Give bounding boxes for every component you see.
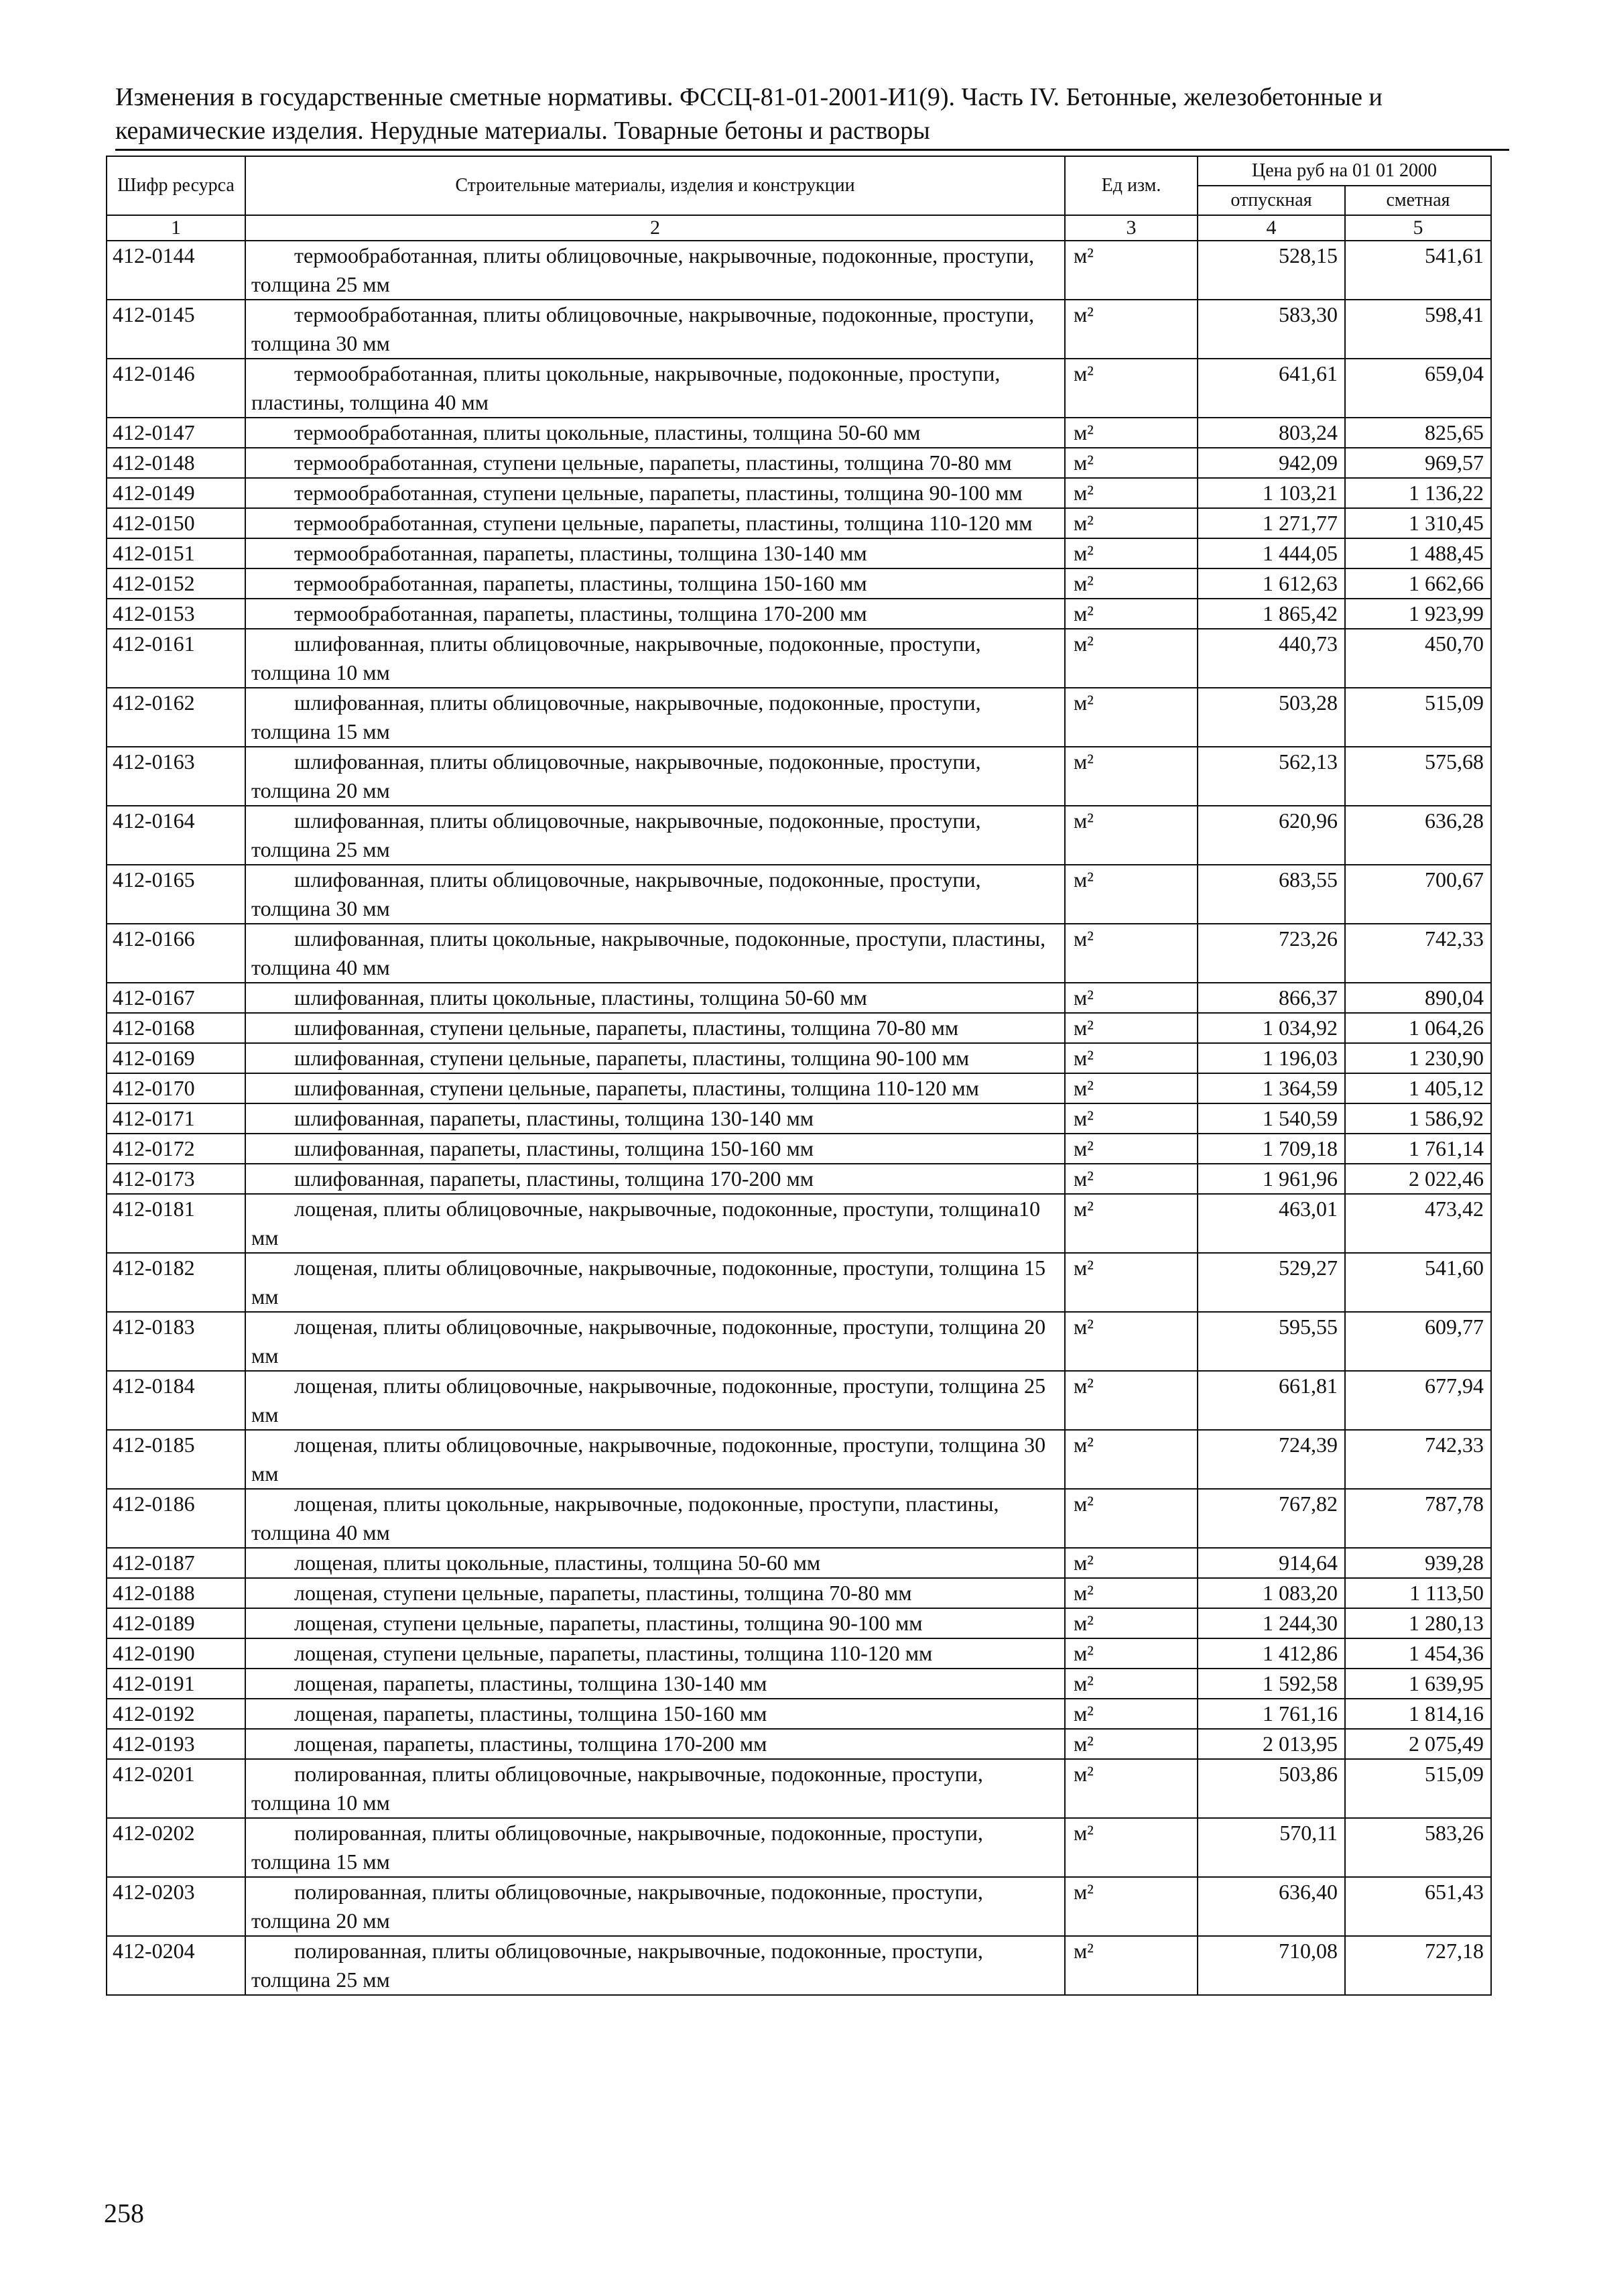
row-estimate-price: 700,67: [1345, 865, 1491, 924]
row-unit: м²: [1065, 1759, 1198, 1818]
row-code: 412-0181: [107, 1194, 245, 1253]
row-code: 412-0150: [107, 508, 245, 538]
row-unit: м²: [1065, 508, 1198, 538]
row-release-price: 503,28: [1198, 688, 1345, 747]
row-estimate-price: 651,43: [1345, 1877, 1491, 1936]
header-price-group: Цена руб на 01 01 2000: [1198, 156, 1491, 186]
row-release-price: 1 865,42: [1198, 599, 1345, 629]
row-unit: м²: [1065, 1489, 1198, 1548]
row-code: 412-0184: [107, 1371, 245, 1430]
row-code: 412-0193: [107, 1729, 245, 1759]
row-release-price: 1 961,96: [1198, 1164, 1345, 1194]
row-name: полированная, плиты облицовочные, накрывочные, подоконные, проступи, толщина 25 мм: [245, 1936, 1065, 1995]
row-code: 412-0161: [107, 629, 245, 688]
row-estimate-price: 450,70: [1345, 629, 1491, 688]
table-row: [107, 300, 1491, 359]
row-unit: м²: [1065, 1608, 1198, 1638]
row-estimate-price: 677,94: [1345, 1371, 1491, 1430]
row-name: полированная, плиты облицовочные, накрывочные, подоконные, проступи, толщина 20 мм: [245, 1877, 1065, 1936]
row-name: полированная, плиты облицовочные, накрывочные, подоконные, проступи, толщина 10 мм: [245, 1759, 1065, 1818]
row-estimate-price: 1 586,92: [1345, 1103, 1491, 1134]
row-unit: м²: [1065, 1818, 1198, 1877]
table-row: [107, 1759, 1491, 1818]
row-estimate-price: 473,42: [1345, 1194, 1491, 1253]
row-unit: м²: [1065, 478, 1198, 508]
row-release-price: 1 103,21: [1198, 478, 1345, 508]
table-body: [107, 241, 1491, 1995]
table-row: [107, 688, 1491, 747]
row-unit: м²: [1065, 418, 1198, 448]
row-estimate-price: 1 488,45: [1345, 538, 1491, 568]
title-underline: [115, 149, 1509, 151]
row-release-price: 1 083,20: [1198, 1578, 1345, 1608]
table-row: [107, 418, 1491, 448]
table-row: [107, 1371, 1491, 1430]
row-estimate-price: 1 454,36: [1345, 1638, 1491, 1669]
table-row: [107, 359, 1491, 418]
row-unit: м²: [1065, 599, 1198, 629]
row-release-price: 528,15: [1198, 241, 1345, 300]
table-row: [107, 1669, 1491, 1699]
row-estimate-price: 939,28: [1345, 1548, 1491, 1578]
row-code: 412-0191: [107, 1669, 245, 1699]
table-row: [107, 241, 1491, 300]
row-estimate-price: 1 280,13: [1345, 1608, 1491, 1638]
row-release-price: 529,27: [1198, 1253, 1345, 1312]
row-release-price: 2 013,95: [1198, 1729, 1345, 1759]
table-row: [107, 1548, 1491, 1578]
row-name: лощеная, плиты облицовочные, накрывочные, подоконные, проступи, толщина 30 мм: [245, 1430, 1065, 1489]
row-name: шлифованная, плиты облицовочные, накрывочные, подоконные, проступи, толщина 30 мм: [245, 865, 1065, 924]
row-unit: м²: [1065, 1073, 1198, 1103]
row-unit: м²: [1065, 1638, 1198, 1669]
row-unit: м²: [1065, 688, 1198, 747]
row-release-price: 724,39: [1198, 1430, 1345, 1489]
row-release-price: 710,08: [1198, 1936, 1345, 1995]
row-unit: м²: [1065, 1729, 1198, 1759]
row-name: термообработанная, ступени цельные, парапеты, пластины, толщина 90-100 мм: [245, 478, 1065, 508]
table-row: [107, 1073, 1491, 1103]
row-release-price: 440,73: [1198, 629, 1345, 688]
row-code: 412-0170: [107, 1073, 245, 1103]
row-unit: м²: [1065, 448, 1198, 478]
row-code: 412-0163: [107, 747, 245, 806]
row-unit: м²: [1065, 1103, 1198, 1134]
row-release-price: 1 444,05: [1198, 538, 1345, 568]
row-estimate-price: 825,65: [1345, 418, 1491, 448]
row-code: 412-0182: [107, 1253, 245, 1312]
row-name: лощеная, плиты облицовочные, накрывочные, подоконные, проступи, толщина10 мм: [245, 1194, 1065, 1253]
row-name: шлифованная, парапеты, пластины, толщина 150-160 мм: [245, 1134, 1065, 1164]
row-code: 412-0153: [107, 599, 245, 629]
row-code: 412-0173: [107, 1164, 245, 1194]
row-name: термообработанная, парапеты, пластины, толщина 130-140 мм: [245, 538, 1065, 568]
row-release-price: 803,24: [1198, 418, 1345, 448]
row-name: лощеная, ступени цельные, парапеты, пластины, толщина 110-120 мм: [245, 1638, 1065, 1669]
row-estimate-price: 659,04: [1345, 359, 1491, 418]
row-code: 412-0148: [107, 448, 245, 478]
table-row: [107, 1194, 1491, 1253]
row-unit: м²: [1065, 924, 1198, 983]
row-unit: м²: [1065, 538, 1198, 568]
row-estimate-price: 1 136,22: [1345, 478, 1491, 508]
row-estimate-price: 1 662,66: [1345, 568, 1491, 599]
row-release-price: 1 034,92: [1198, 1013, 1345, 1043]
row-code: 412-0168: [107, 1013, 245, 1043]
table-row: [107, 599, 1491, 629]
row-name: лощеная, ступени цельные, парапеты, пластины, толщина 90-100 мм: [245, 1608, 1065, 1638]
row-name: лощеная, парапеты, пластины, толщина 150-160 мм: [245, 1699, 1065, 1729]
row-release-price: 1 592,58: [1198, 1669, 1345, 1699]
row-code: 412-0165: [107, 865, 245, 924]
row-unit: м²: [1065, 1548, 1198, 1578]
row-estimate-price: 890,04: [1345, 983, 1491, 1013]
row-name: лощеная, плиты облицовочные, накрывочные, подоконные, проступи, толщина 20 мм: [245, 1312, 1065, 1371]
row-unit: м²: [1065, 983, 1198, 1013]
row-estimate-price: 636,28: [1345, 806, 1491, 865]
row-estimate-price: 727,18: [1345, 1936, 1491, 1995]
row-estimate-price: 541,60: [1345, 1253, 1491, 1312]
header-code: Шифр ресурса: [107, 156, 245, 215]
row-unit: м²: [1065, 629, 1198, 688]
page-number: 258: [104, 2198, 144, 2228]
table-row: [107, 983, 1491, 1013]
row-estimate-price: 515,09: [1345, 688, 1491, 747]
row-name: шлифованная, ступени цельные, парапеты, пластины, толщина 70-80 мм: [245, 1013, 1065, 1043]
row-unit: м²: [1065, 1194, 1198, 1253]
row-unit: м²: [1065, 1164, 1198, 1194]
row-unit: м²: [1065, 1312, 1198, 1371]
row-release-price: 570,11: [1198, 1818, 1345, 1877]
table-row: [107, 1164, 1491, 1194]
row-release-price: 914,64: [1198, 1548, 1345, 1578]
row-release-price: 595,55: [1198, 1312, 1345, 1371]
table-row: [107, 1134, 1491, 1164]
row-name: термообработанная, плиты облицовочные, накрывочные, подоконные, проступи, толщина 25 мм: [245, 241, 1065, 300]
row-code: 412-0169: [107, 1043, 245, 1073]
row-release-price: 1 244,30: [1198, 1608, 1345, 1638]
row-release-price: 583,30: [1198, 300, 1345, 359]
row-name: термообработанная, ступени цельные, парапеты, пластины, толщина 110-120 мм: [245, 508, 1065, 538]
row-code: 412-0189: [107, 1608, 245, 1638]
row-code: 412-0162: [107, 688, 245, 747]
row-name: шлифованная, парапеты, пластины, толщина 170-200 мм: [245, 1164, 1065, 1194]
row-code: 412-0187: [107, 1548, 245, 1578]
row-estimate-price: 1 405,12: [1345, 1073, 1491, 1103]
row-code: 412-0147: [107, 418, 245, 448]
row-name: шлифованная, плиты цокольные, накрывочные, подоконные, проступи, пластины, толщина 40 мм: [245, 924, 1065, 983]
row-unit: м²: [1065, 300, 1198, 359]
row-code: 412-0151: [107, 538, 245, 568]
row-name: термообработанная, плиты цокольные, пластины, толщина 50-60 мм: [245, 418, 1065, 448]
row-estimate-price: 575,68: [1345, 747, 1491, 806]
row-code: 412-0204: [107, 1936, 245, 1995]
row-estimate-price: 969,57: [1345, 448, 1491, 478]
row-unit: м²: [1065, 747, 1198, 806]
table-row: [107, 1043, 1491, 1073]
table-header: [107, 156, 1491, 241]
row-estimate-price: 583,26: [1345, 1818, 1491, 1877]
row-code: 412-0190: [107, 1638, 245, 1669]
row-release-price: 1 196,03: [1198, 1043, 1345, 1073]
row-code: 412-0166: [107, 924, 245, 983]
row-unit: м²: [1065, 1134, 1198, 1164]
row-code: 412-0152: [107, 568, 245, 599]
page-title: Изменения в государственные сметные нормативы. ФССЦ-81-01-2001-И1(9). Часть IV. Бетонные, железобетонные и керамические изделия. Нерудные материалы. Товарные бетоны и растворы: [115, 83, 1383, 145]
price-table: [106, 156, 1492, 1996]
row-name: термообработанная, парапеты, пластины, толщина 150-160 мм: [245, 568, 1065, 599]
row-estimate-price: 787,78: [1345, 1489, 1491, 1548]
row-estimate-price: 2 075,49: [1345, 1729, 1491, 1759]
row-release-price: 1 540,59: [1198, 1103, 1345, 1134]
row-unit: м²: [1065, 1371, 1198, 1430]
row-code: 412-0145: [107, 300, 245, 359]
row-estimate-price: 1 230,90: [1345, 1043, 1491, 1073]
column-number: 2: [245, 215, 1065, 241]
row-code: 412-0172: [107, 1134, 245, 1164]
row-code: 412-0186: [107, 1489, 245, 1548]
row-estimate-price: 598,41: [1345, 300, 1491, 359]
row-release-price: 866,37: [1198, 983, 1345, 1013]
table-row: [107, 448, 1491, 478]
table-row: [107, 865, 1491, 924]
row-code: 412-0201: [107, 1759, 245, 1818]
row-release-price: 562,13: [1198, 747, 1345, 806]
table-row: [107, 1578, 1491, 1608]
row-unit: м²: [1065, 241, 1198, 300]
table-row: [107, 1818, 1491, 1877]
row-name: шлифованная, парапеты, пластины, толщина 130-140 мм: [245, 1103, 1065, 1134]
row-name: лощеная, парапеты, пластины, толщина 130-140 мм: [245, 1669, 1065, 1699]
row-estimate-price: 2 022,46: [1345, 1164, 1491, 1194]
row-unit: м²: [1065, 1699, 1198, 1729]
row-unit: м²: [1065, 359, 1198, 418]
header-release-price: отпускная: [1198, 186, 1345, 215]
row-estimate-price: 1 814,16: [1345, 1699, 1491, 1729]
row-release-price: 463,01: [1198, 1194, 1345, 1253]
row-code: 412-0167: [107, 983, 245, 1013]
row-unit: м²: [1065, 1013, 1198, 1043]
row-code: 412-0183: [107, 1312, 245, 1371]
row-name: шлифованная, ступени цельные, парапеты, пластины, толщина 90-100 мм: [245, 1043, 1065, 1073]
row-release-price: 1 271,77: [1198, 508, 1345, 538]
table-row: [107, 1103, 1491, 1134]
column-number: 5: [1345, 215, 1491, 241]
row-estimate-price: 742,33: [1345, 924, 1491, 983]
table-row: [107, 478, 1491, 508]
row-release-price: 1 761,16: [1198, 1699, 1345, 1729]
row-release-price: 1 612,63: [1198, 568, 1345, 599]
row-estimate-price: 1 064,26: [1345, 1013, 1491, 1043]
row-unit: м²: [1065, 1877, 1198, 1936]
table-row: [107, 1013, 1491, 1043]
row-name: термообработанная, ступени цельные, парапеты, пластины, толщина 70-80 мм: [245, 448, 1065, 478]
table-row: [107, 747, 1491, 806]
row-code: 412-0146: [107, 359, 245, 418]
table-row: [107, 1430, 1491, 1489]
row-name: шлифованная, плиты облицовочные, накрывочные, подоконные, проступи, толщина 25 мм: [245, 806, 1065, 865]
table-row: [107, 1638, 1491, 1669]
table-row: [107, 1936, 1491, 1995]
row-release-price: 641,61: [1198, 359, 1345, 418]
row-release-price: 1 364,59: [1198, 1073, 1345, 1103]
row-unit: м²: [1065, 1669, 1198, 1699]
table-row: [107, 1877, 1491, 1936]
row-code: 412-0149: [107, 478, 245, 508]
row-name: лощеная, парапеты, пластины, толщина 170-200 мм: [245, 1729, 1065, 1759]
row-name: лощеная, плиты цокольные, пластины, толщина 50-60 мм: [245, 1548, 1065, 1578]
row-code: 412-0192: [107, 1699, 245, 1729]
row-estimate-price: 541,61: [1345, 241, 1491, 300]
row-estimate-price: 515,09: [1345, 1759, 1491, 1818]
row-code: 412-0188: [107, 1578, 245, 1608]
table-row: [107, 1729, 1491, 1759]
table-row: [107, 568, 1491, 599]
row-name: полированная, плиты облицовочные, накрывочные, подоконные, проступи, толщина 15 мм: [245, 1818, 1065, 1877]
column-number: 1: [107, 215, 245, 241]
table-row: [107, 1489, 1491, 1548]
row-name: шлифованная, ступени цельные, парапеты, пластины, толщина 110-120 мм: [245, 1073, 1065, 1103]
row-name: шлифованная, плиты облицовочные, накрывочные, подоконные, проступи, толщина 20 мм: [245, 747, 1065, 806]
column-number: 4: [1198, 215, 1345, 241]
row-name: лощеная, плиты облицовочные, накрывочные, подоконные, проступи, толщина 15 мм: [245, 1253, 1065, 1312]
row-name: термообработанная, парапеты, пластины, толщина 170-200 мм: [245, 599, 1065, 629]
row-release-price: 723,26: [1198, 924, 1345, 983]
row-estimate-price: 742,33: [1345, 1430, 1491, 1489]
row-estimate-price: 1 310,45: [1345, 508, 1491, 538]
table-row: [107, 1312, 1491, 1371]
row-name: лощеная, плиты цокольные, накрывочные, подоконные, проступи, пластины, толщина 40 мм: [245, 1489, 1065, 1548]
row-unit: м²: [1065, 806, 1198, 865]
row-name: термообработанная, плиты цокольные, накрывочные, подоконные, проступи, пластины, толщина 40 мм: [245, 359, 1065, 418]
header-estimate-price: сметная: [1345, 186, 1491, 215]
row-release-price: 1 412,86: [1198, 1638, 1345, 1669]
header-unit: Ед изм.: [1065, 156, 1198, 215]
row-release-price: 503,86: [1198, 1759, 1345, 1818]
row-release-price: 636,40: [1198, 1877, 1345, 1936]
table-row: [107, 1253, 1491, 1312]
row-unit: м²: [1065, 1936, 1198, 1995]
table-row: [107, 538, 1491, 568]
row-code: 412-0144: [107, 241, 245, 300]
row-estimate-price: 1 923,99: [1345, 599, 1491, 629]
table-row: [107, 924, 1491, 983]
table-row: [107, 629, 1491, 688]
row-name: лощеная, ступени цельные, парапеты, пластины, толщина 70-80 мм: [245, 1578, 1065, 1608]
row-unit: м²: [1065, 865, 1198, 924]
table-row: [107, 1699, 1491, 1729]
row-code: 412-0171: [107, 1103, 245, 1134]
row-unit: м²: [1065, 568, 1198, 599]
row-release-price: 683,55: [1198, 865, 1345, 924]
row-release-price: 942,09: [1198, 448, 1345, 478]
row-estimate-price: 1 113,50: [1345, 1578, 1491, 1608]
row-estimate-price: 1 761,14: [1345, 1134, 1491, 1164]
header-name: Строительные материалы, изделия и конструкции: [245, 156, 1065, 215]
row-estimate-price: 609,77: [1345, 1312, 1491, 1371]
row-unit: м²: [1065, 1043, 1198, 1073]
row-name: шлифованная, плиты облицовочные, накрывочные, подоконные, проступи, толщина 15 мм: [245, 688, 1065, 747]
row-code: 412-0203: [107, 1877, 245, 1936]
row-code: 412-0202: [107, 1818, 245, 1877]
table-row: [107, 508, 1491, 538]
row-unit: м²: [1065, 1430, 1198, 1489]
row-code: 412-0185: [107, 1430, 245, 1489]
row-name: лощеная, плиты облицовочные, накрывочные, подоконные, проступи, толщина 25 мм: [245, 1371, 1065, 1430]
table-row: [107, 806, 1491, 865]
row-code: 412-0164: [107, 806, 245, 865]
row-unit: м²: [1065, 1253, 1198, 1312]
row-release-price: 620,96: [1198, 806, 1345, 865]
row-name: шлифованная, плиты облицовочные, накрывочные, подоконные, проступи, толщина 10 мм: [245, 629, 1065, 688]
row-release-price: 661,81: [1198, 1371, 1345, 1430]
row-name: термообработанная, плиты облицовочные, накрывочные, подоконные, проступи, толщина 30 мм: [245, 300, 1065, 359]
row-release-price: 1 709,18: [1198, 1134, 1345, 1164]
table-row: [107, 1608, 1491, 1638]
row-release-price: 767,82: [1198, 1489, 1345, 1548]
row-unit: м²: [1065, 1578, 1198, 1608]
row-estimate-price: 1 639,95: [1345, 1669, 1491, 1699]
row-name: шлифованная, плиты цокольные, пластины, толщина 50-60 мм: [245, 983, 1065, 1013]
column-number: 3: [1065, 215, 1198, 241]
